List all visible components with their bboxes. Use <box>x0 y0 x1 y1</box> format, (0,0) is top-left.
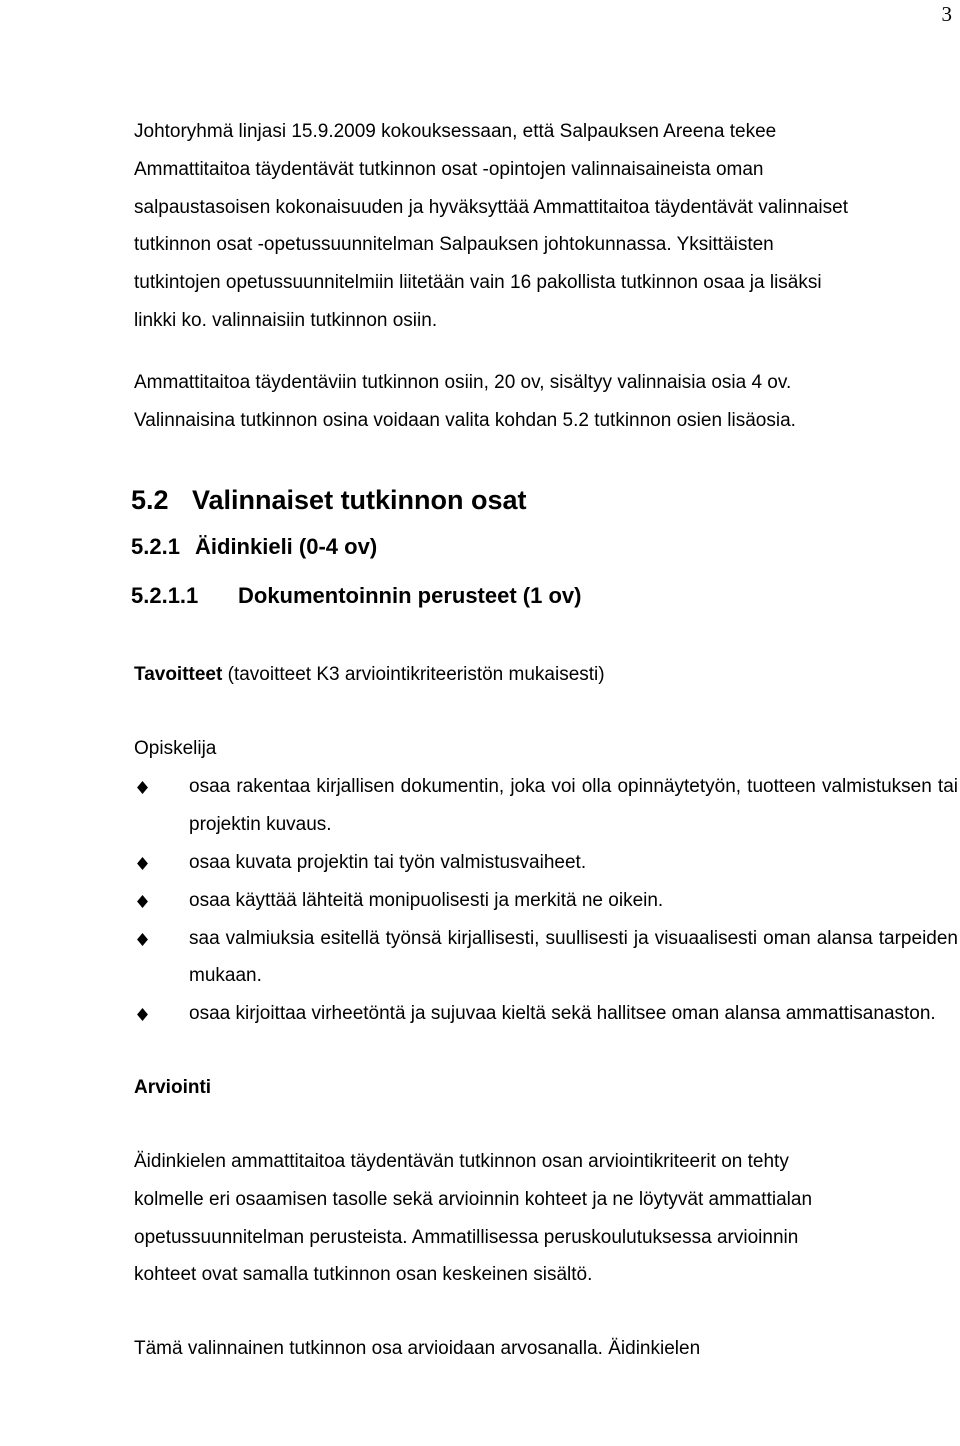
list-item <box>134 844 958 882</box>
intro-paragraph <box>134 113 958 340</box>
subsubsection-number: 5.2.1.1 <box>131 583 199 609</box>
intro-line: tutkinnon osat -opetussuunnitelman Salpauksen johtokunnassa. Yksittäisten <box>134 234 774 256</box>
list-item <box>134 882 958 920</box>
goals-note: (tavoitteet K3 arviointikriteeristön mukaisesti) <box>222 664 605 686</box>
final-paragraph <box>134 1330 958 1368</box>
paragraph-line: kohteet ovat samalla tutkinnon osan keskeinen sisältö. <box>134 1264 593 1286</box>
assessment-paragraph <box>134 1143 958 1294</box>
intro-line: tutkintojen opetussuunnitelmiin liitetään vain 16 pakollista tutkinnon osaa ja lisäksi <box>134 272 822 294</box>
paragraph-line: Ammattitaitoa täydentäviin tutkinnon osiin, 20 ov, sisältyy valinnaisia osia 4 ov. <box>134 371 792 393</box>
diamond-bullet-icon <box>137 1008 148 1021</box>
optional-units-paragraph <box>134 364 958 440</box>
paragraph-line: Tämä valinnainen tutkinnon osa arvioidaan arvosanalla. Äidinkielen <box>134 1338 701 1360</box>
diamond-bullet-icon <box>137 781 148 794</box>
intro-line: salpaustasoisen kokonaisuuden ja hyväksyttää Ammattitaitoa täydentävät valinnaiset <box>134 196 848 218</box>
document-body <box>131 113 958 1368</box>
subsection-heading <box>131 527 958 567</box>
intro-line: Ammattitaitoa täydentävät tutkinnon osat -opintojen valinnaisaineista oman <box>134 158 764 180</box>
goal-text: saa valmiuksia esitellä työnsä kirjallisesti, suullisesti ja visuaalisesti oman alansa tarpeiden mukaan. <box>189 927 958 987</box>
paragraph-line: opetussuunnitelman perusteista. Ammatillisessa peruskoulutuksessa arvioinnin <box>134 1226 799 1248</box>
list-item <box>134 995 958 1033</box>
subsection-number: 5.2.1 <box>131 534 180 560</box>
list-item <box>134 768 958 844</box>
goal-text: osaa kirjoittaa virheetöntä ja sujuvaa kieltä sekä hallitsee oman alansa ammattisanaston. <box>189 1003 936 1025</box>
list-item <box>134 920 958 996</box>
assessment-heading: Arviointi <box>134 1076 212 1098</box>
section-heading <box>131 477 958 523</box>
goals-label: Tavoitteet <box>134 664 223 686</box>
subsubsection-title: Dokumentoinnin perusteet (1 ov) <box>238 583 582 609</box>
student-label: Opiskelija <box>134 738 217 760</box>
page-number: 3 <box>941 2 952 26</box>
section-number: 5.2 <box>131 485 169 516</box>
goal-text: osaa kuvata projektin tai työn valmistusvaiheet. <box>189 851 587 873</box>
paragraph-line: kolmelle eri osaamisen tasolle sekä arvioinnin kohteet ja ne löytyvät ammattialan <box>134 1188 813 1210</box>
diamond-bullet-icon <box>137 895 148 908</box>
intro-line: Johtoryhmä linjasi 15.9.2009 kokouksessaan, että Salpauksen Areena tekee <box>134 121 777 142</box>
goal-list <box>134 768 958 1033</box>
section-title: Valinnaiset tutkinnon osat <box>192 485 527 516</box>
paragraph-line: Äidinkielen ammattitaitoa täydentävän tutkinnon osan arviointikriteerit on tehty <box>134 1150 789 1172</box>
goal-text: osaa rakentaa kirjallisen dokumentin, joka voi olla opinnäytetyön, tuotteen valmistuksen tai projektin kuvaus. <box>189 776 958 836</box>
intro-line: linkki ko. valinnaisiin tutkinnon osiin. <box>134 309 438 331</box>
subsubsection-heading <box>131 576 958 616</box>
diamond-bullet-icon <box>137 933 148 946</box>
goal-text: osaa käyttää lähteitä monipuolisesti ja merkitä ne oikein. <box>189 889 664 911</box>
diamond-bullet-icon <box>137 857 148 870</box>
goals-line <box>134 656 958 694</box>
subsection-title: Äidinkieli (0-4 ov) <box>195 534 378 560</box>
paragraph-line: Valinnaisina tutkinnon osina voidaan valita kohdan 5.2 tutkinnon osien lisäosia. <box>134 409 796 431</box>
